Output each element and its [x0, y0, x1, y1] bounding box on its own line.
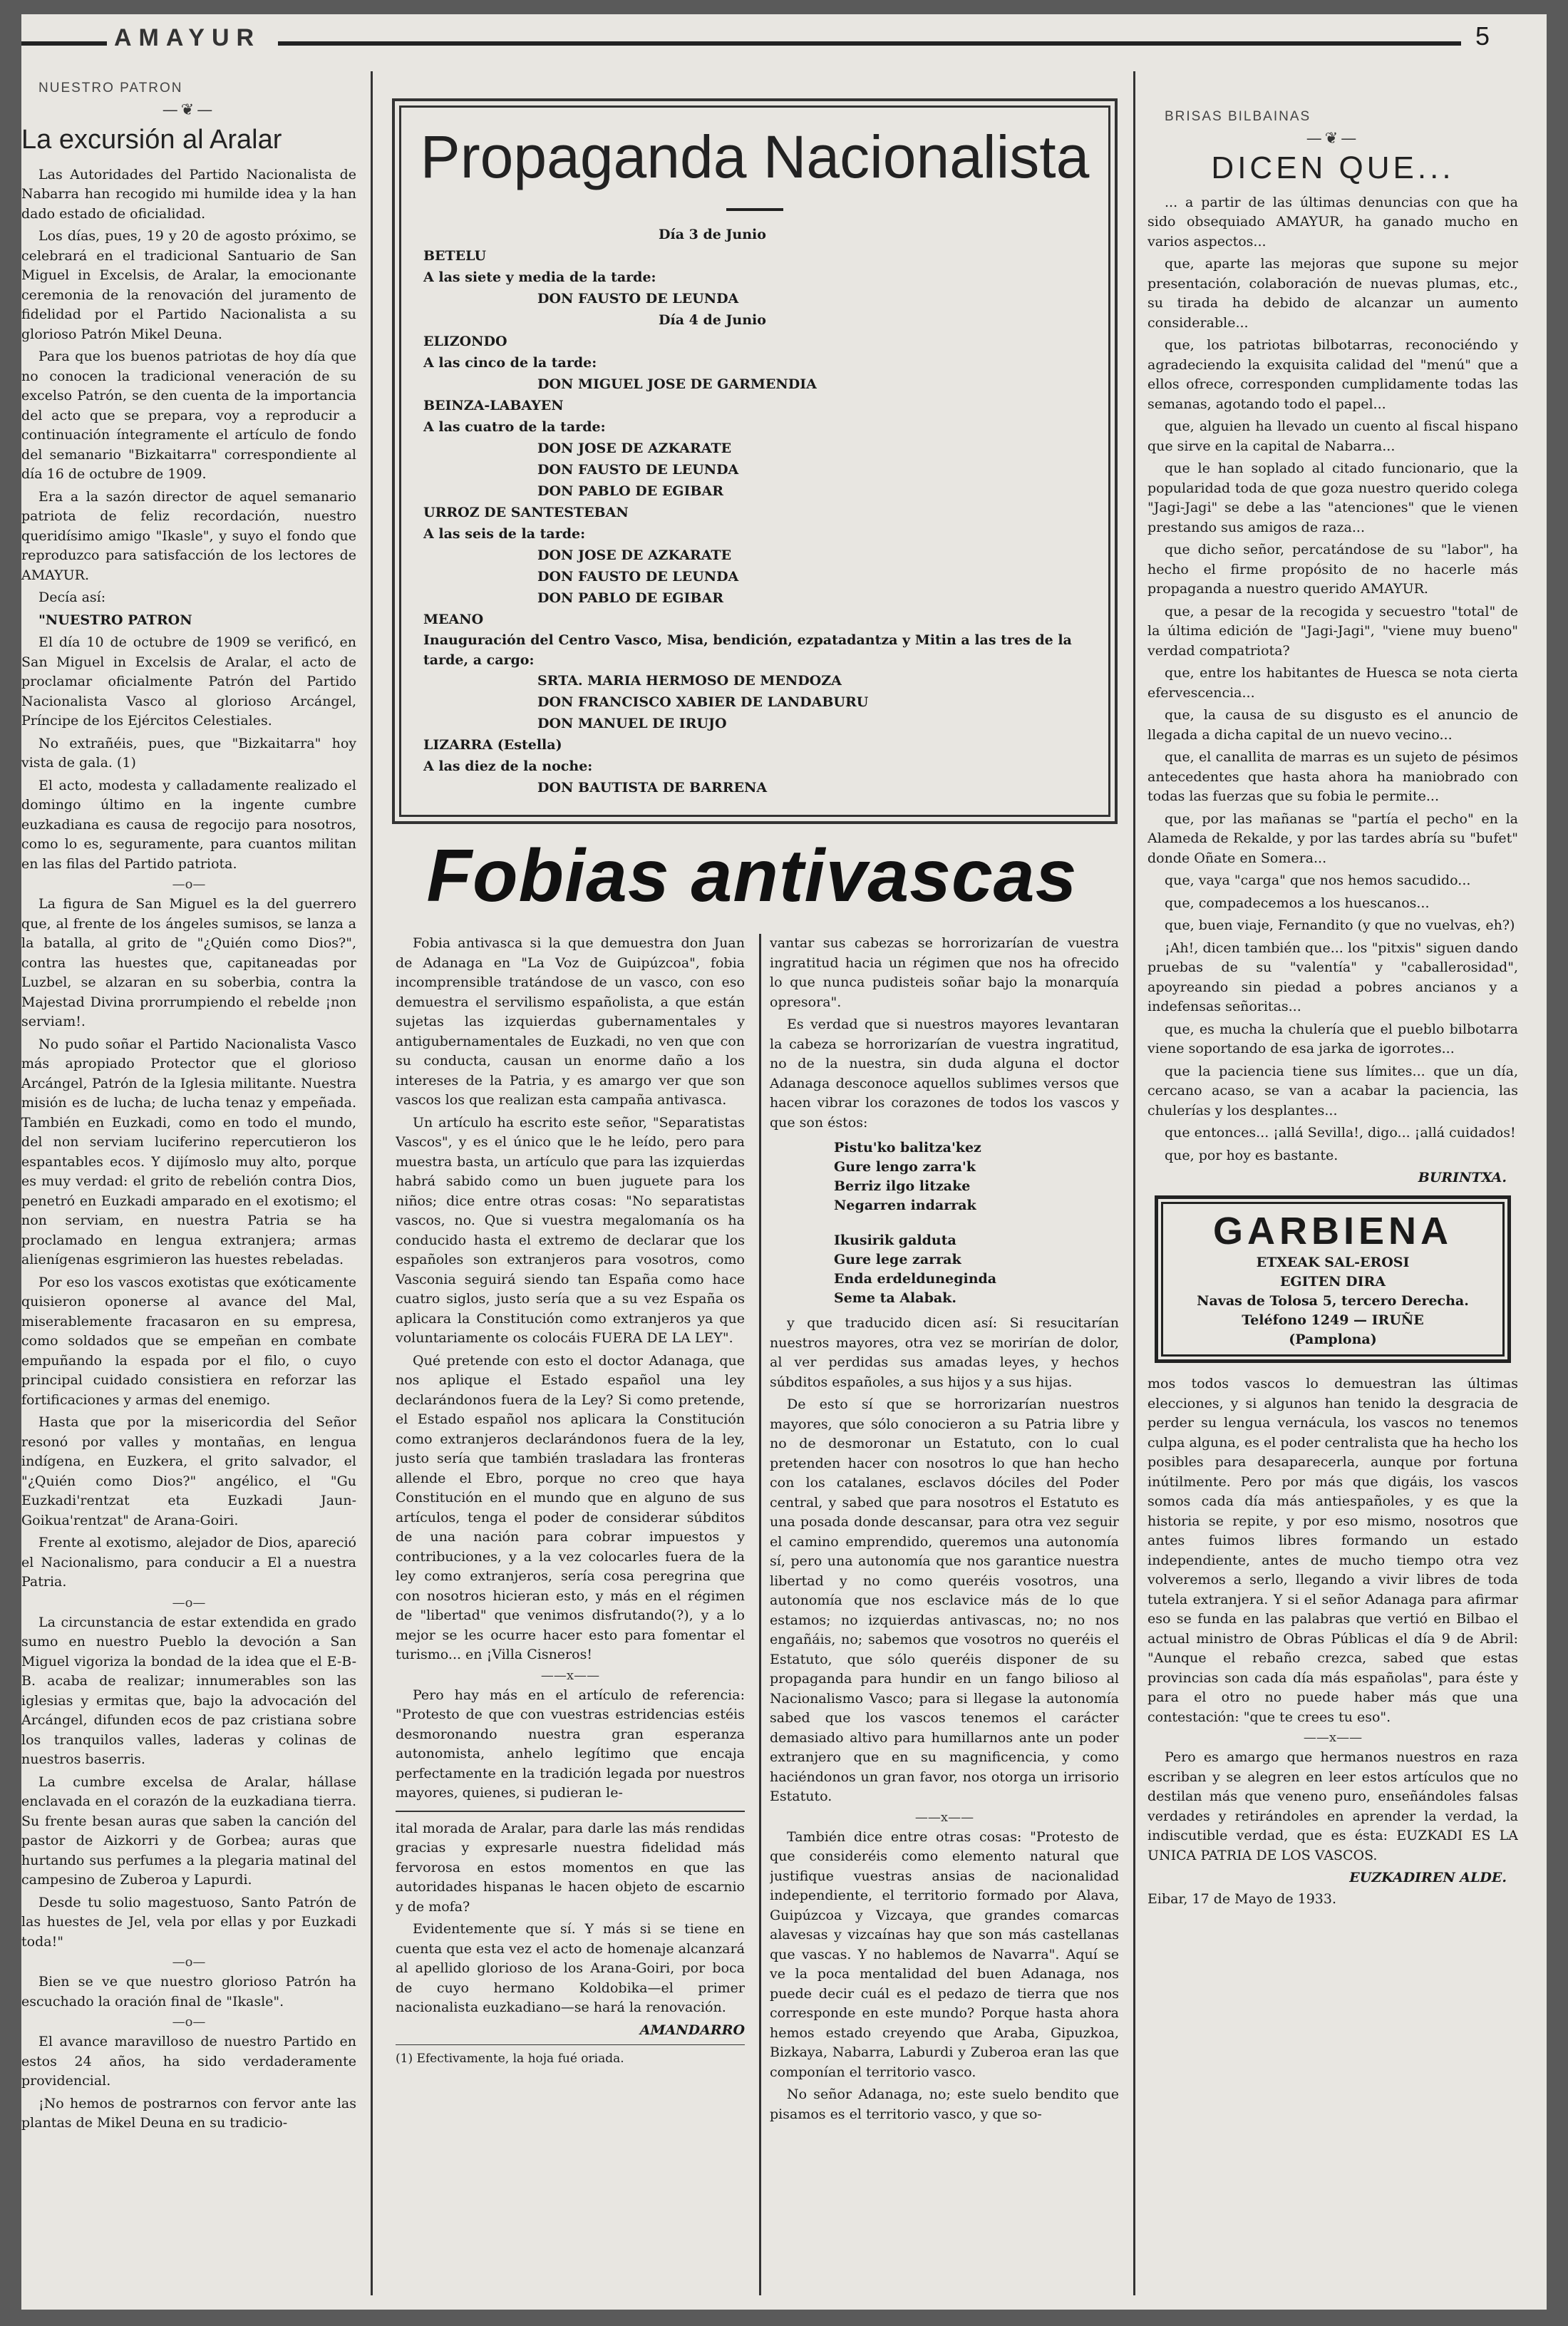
paragraph: Pero es amargo que hermanos nuestros en raza escriban y se alegren en leer estos artículos que no destilan más que veneno puro, enseñándoles falsas verdades y retirándoles en aprender la verdad, la indiscutible verdad, que es ésta: EUZKADI ES LA UNICA PATRIA DE LOS VASCOS.: [1147, 1749, 1518, 1863]
paragraph: Para que los buenos patriotas de hoy día que no conocen la tradicional veneración de su excelso Patrón, se den cuenta de la importancia del acto que se prepara, voy a reproducir a continuación íntegramente el artículo de fondo del semanario "Bizkaitarra" correspondiente al día 16 de octubre de 1909.: [21, 349, 356, 482]
propaganda-line: A las cinco de la tarde:: [423, 355, 597, 371]
article-headline: DICEN QUE...: [1211, 150, 1455, 185]
verse-line: Gure lege zarrak: [834, 1252, 961, 1267]
propaganda-line: A las cuatro de la tarde:: [423, 419, 606, 435]
paragraph: y que traducido dicen así: Si resucitarían nuestros mayores, otra vez se morirían de dolor, al ver perdidas sus amadas leyes, y hechos súbditos españoles, a sus hijos y a sus hijas.: [770, 1315, 1119, 1390]
dicen-que-item: que, es mucha la chulería que el pueblo bilbotarra viene soportando de esa jarka de igorrotes...: [1147, 1021, 1518, 1056]
dicen-que-item: ... a partir de las últimas denuncias con que ha sido obsequiado AMAYUR, ha ganado mucho en varios aspectos...: [1147, 194, 1518, 249]
paragraph: El avance maravilloso de nuestro Partido en estos 24 años, ha sido verdaderamente providencial.: [21, 2034, 356, 2089]
paragraph: Un artículo ha escrito este señor, "Separatistas Vascos", y es el único que le he leído, pero para muestra basta, un artículo que para las izquierdas habrá sabido como un buen juguete para los niños; dice entre otras cosas: "No separatistas vascos, no. Que si vuestra megalomanía os ha conducido hasta el extremo de declarar que los españoles son extranjeros para vosotros, como Vasconia seguirá siendo tan España como hace cuatro siglos, justo sería que a su vez España os aplicara la Constitución como extranjeros ya que voluntariamente os colocáis FUERA DE LA LEY".: [396, 1114, 745, 1346]
paragraph: No pudo soñar el Partido Nacionalista Vasco más apropiado Protector que el glorioso Arcángel, Patrón de la Iglesia militante. Nuestra misión es de lucha; de lucha tenaz y empeñada. También en Euzkadi, como en todo el mundo, del non serviam luciferino repercutieron los espantables ecos. Y dijímoslo muy alto, porque es muy verdad: el grito de rebelión contra Dios, penetró en Euzkadi amparado en el exotismo; el non serviam, en nuestra Patria se ha proclamado en lengua extranjera; armas alienígenas esgrimieron las huestes rebeladas.: [21, 1036, 356, 1267]
paragraph: Frente al exotismo, alejador de Dios, apareció el Nacionalismo, para conducir a El a nuestra Patria.: [21, 1535, 356, 1590]
paragraph: La circunstancia de estar extendida en grado sumo en nuestro Pueblo la devoción a San Miguel vigoriza la bondad de la idea que el E-B-B. acaba de realizar; innumerables son las iglesias y ermitas que, bajo la advocación del Arcángel, difunden ecos de paz cristiana sobre los tranquilos valles, laderas y colinas de nuestros baserris.: [21, 1614, 356, 1767]
paragraph: (1) Efectivamente, la hoja fué oriada.: [396, 2052, 624, 2066]
signature: BURINTXA.: [1418, 1170, 1507, 1185]
article-body: [21, 165, 356, 2134]
propaganda-line: DON BAUTISTA DE BARRENA: [537, 780, 768, 796]
column-divider: [759, 934, 761, 2295]
garbiena-ad: [1155, 1195, 1511, 1363]
verse-line: Berriz ilgo litzake: [834, 1178, 971, 1194]
propaganda-line: DON FRANCISCO XABIER DE LANDABURU: [537, 694, 869, 710]
propaganda-line: DON PABLO DE EGIBAR: [537, 483, 723, 499]
ornament: —❦—: [162, 101, 216, 119]
paragraph: "NUESTRO PATRON: [38, 612, 192, 628]
propaganda-line: DON FAUSTO DE LEUNDA: [537, 462, 739, 478]
fobias-column-2: [770, 934, 1119, 2302]
masthead-rule-left: [21, 41, 107, 46]
propaganda-line: LIZARRA (Estella): [423, 737, 562, 753]
paragraph: Era a la sazón director de aquel semanario patriota de feliz recordación, nuestro queridísimo amigo "Ikasle", y suyo el fondo que reproduzco para satisfacción de los lectores de AMAYUR.: [21, 488, 356, 583]
fobias-headline: Fobias antivascas: [426, 835, 1078, 917]
dicen-que-item: que, vaya "carga" que nos hemos sacudido...: [1165, 873, 1471, 888]
dicen-que-item: que, buen viaje, Fernandito (y que no vuelvas, eh?): [1165, 917, 1515, 933]
signature: EUZKADIREN ALDE.: [1349, 1870, 1507, 1885]
dicen-que-item: que, a pesar de la recogida y secuestro "total" de la última edición de "Jagi-Jagi", "viene muy bueno" verdad compatriota?: [1147, 603, 1518, 659]
ad-line: Navas de Tolosa 5, tercero Derecha. Teléfono 1249 — IRUÑE: [1197, 1293, 1469, 1328]
left-column: [21, 78, 356, 2302]
dicen-que-item: que, por las mañanas se "partía el pecho" en la Alameda de Rekalde, y por las tardes abría su "bufet" donde Oñate en Somera...: [1147, 811, 1518, 866]
masthead-title: AMAYUR: [114, 24, 262, 51]
divider-rule: [396, 1811, 745, 1812]
dicen-que-item: que, entre los habitantes de Huesca se nota cierta efervescencia...: [1147, 665, 1518, 701]
propaganda-line: DON FAUSTO DE LEUNDA: [537, 291, 739, 307]
propaganda-line: DON FAUSTO DE LEUNDA: [537, 569, 739, 585]
dicen-que-item: que le han soplado al citado funcionario, que la popularidad toda de que goza nuestro querido colega "Jagi-Jagi" se debe a las "atenciones" que le vienen prestando sus amigos de raza...: [1147, 460, 1518, 535]
paragraph: Las Autoridades del Partido Nacionalista de Nabarra han recogido mi humilde idea y la han dado estado de oficialidad.: [21, 166, 356, 222]
propaganda-line: URROZ DE SANTESTEBAN: [423, 505, 629, 520]
poem-verses: [834, 1138, 1119, 1308]
paragraph: Decía así:: [38, 590, 106, 605]
dicen-que-item: que, los patriotas bilbotarras, reconociéndo y agradeciendo la exquisita calidad del "menú" que a ellos ofrece, corresponden cumplidamente todas las semanas, agotando todo el papel...: [1147, 337, 1518, 412]
verse-line: Enda erdelduneginda: [834, 1271, 997, 1287]
dicen-que-item: que, por hoy es bastante.: [1165, 1147, 1339, 1163]
separator: —o—: [172, 877, 206, 892]
separator: —o—: [172, 1595, 206, 1610]
verse-line: Ikusirik galduta: [834, 1233, 956, 1248]
propaganda-line: BETELU: [423, 248, 487, 264]
paragraph: La cumbre excelsa de Aralar, hállase enclavada en el corazón de la euzkadiana tierra. Su frente besan auras que saben la canción del pastor de Aizkorri y de Gorbea; auras que hurtando sus perfumes a la plegaria matinal del campesino de Zuberoa y Lapurdi.: [21, 1774, 356, 1888]
separator: ——x——: [1303, 1730, 1363, 1745]
propaganda-line: SRTA. MARIA HERMOSO DE MENDOZA: [537, 673, 842, 689]
column-divider: [1133, 71, 1135, 2295]
title-rule: [726, 208, 783, 211]
newspaper-page: [21, 14, 1547, 2310]
paragraph: Hasta que por la misericordia del Señor resonó por valles y montañas, en lengua indígena, en Euzkera, el grito salvador, el "¿Quién como Dios?" angélico, el "Gu Euzkadi'rentzat eta Euzkadi Jaun-Goikua'rentzat" de Arana-Goiri.: [21, 1414, 356, 1528]
paragraph: De esto sí que se horrorizarían nuestros mayores, que sólo conocieron a su Patria libre y no de desmoronar un Estatuto, con lo cual pretenden hacer con nosotros lo que han hecho con los catalanes, esclavos dóciles del Poder central, y sabed que para nosotros el Estatuto es una posada donde descansar, para otra vez seguir el camino emprendido, queremos una autonomía sí, pero una autonomía que nos garantice nuestra libertad y no como queréis vosotros, una autonomía que nos esclavice más de lo que estamos; no izquierdas antivascas, no; no nos engañáis, no; sabemos que vosotros no queréis el Estatuto, que sólo queréis disponer de su propaganda para hundir en un fango bilioso al Nacionalismo Vasco; para si llegase la autonomía sabed que los vascos tenemos el carácter demasiado altivo para humillarnos ante un poder extranjero que en su magnificencia, y como haciéndonos un gran favor, nos otorga un irrisorio Estatuto.: [770, 1396, 1119, 1804]
dicen-que-item: que dicho señor, percatándose de su "labor", ha hecho el firme propósito de no hacerle más propaganda a nuestro querido AMAYUR.: [1147, 542, 1518, 597]
paragraph: Qué pretende con esto el doctor Adanaga, que nos aplique el Estado español una ley declarándonos fuera de la Ley? Si como pretende, el Estado español nos aplicara la Constitución como extranjeros declarándonos fuera de la ley, justo sería que también trasladara las fronteras allende el Ebro, porque no creo que haya Constitución en el mundo que en alguno de sus artículos, tenga el poder de considerar súbditos de una nación para cobrar impuestos y contribuciones, y a la vez colocarles fuera de la ley como extranjeros, sería cosa peregrina que con nosotros hicieran esto, y más en el régimen de "libertad" que venimos disfrutando(?), y a lo mejor se les ocurre hacer esto para fomentar el turismo... en ¡Villa Cisneros!: [396, 1352, 745, 1662]
dicen-que-item: que, el canallita de marras es un sujeto de pésimos antecedentes que hasta ahora ha maniobrado con todas las fuerzas que su fobia le permite...: [1147, 749, 1518, 804]
paragraph: Es verdad que si nuestros mayores levantaran la cabeza se horrorizarían de vuestra ingratitud, no de la nuestra, sin duda alguna el doctor Adanaga desconoce aquellos sublimes versos que hacen vibrar los corazones de todos los vascos y que son éstos:: [770, 1017, 1119, 1131]
paragraph: mos todos vascos lo demuestran las últimas elecciones, y si algunos han tenido la desgracia de perder su lengua vernácula, los vascos no tenemos culpa alguna, es el poder centralista que ha hecho los posibles para desaparecerla, aunque por fortuna inútilmente. Pero por más que digáis, los vascos somos cada día más antiespañoles, y es que la historia se repite, y por eso mismo, nosotros que antes fuimos libres formando un estado independiente, antes de mucho tiempo otra vez volveremos a serlo, llegando a vivir libres de toda tutela extranjera. Y si el señor Adanaga para afirmar eso se funda en las palabras que vertió en Bilbao el actual ministro de Obras Públicas el día 9 de Abril: "Aunque el rebaño crezca, sabed que estas provincias son cada día más españolas", para éste y para el otro no puede haber más que una contestación: "que te crees tu eso".: [1147, 1376, 1518, 1725]
verse-line: Pistu'ko balitza'kez: [834, 1140, 981, 1156]
paragraph: También dice entre otras cosas: "Protesto de que consideréis como elemento natural que justifique vuestras ansias de nacionalidad independiente, el territorio formado por Alava, Guipúzcoa y Vizcaya, que grandes comarcas alavesas y vizcaínas hay que son más castellanas que vascas. Y no hablemos de Navarra". Aquí se ve la poca mentalidad del buen Adanaga, nos puede decir cuál es el pedazo de tierra que nos corresponde en este mundo? Porque hasta ahora hemos estado creyendo que Araba, Gipuzkoa, Bizkaya, Nabarra, Laburdi y Zuberoa eran las que componían el territorio vasco.: [770, 1828, 1119, 2080]
right-column: [1147, 107, 1518, 2302]
paragraph: Fobia antivasca si la que demuestra don Juan de Adanaga en "La Voz de Guipúzcoa", fobia incomprensible tratándose de un vasco, con eso demuestra el servilismo españolista, a que están sujetas las izquierdas gubernamentales y antigubernamentales de Euzkadi, no ven que con su conducta, causan un enorme daño a los intereses de la Patria, y es amargo ver que son vascos los que realizan esta campaña antivasca.: [396, 935, 745, 1108]
ad-title: GARBIENA: [1212, 1210, 1453, 1252]
article-continuation: [1147, 1374, 1518, 1866]
separator: ——x——: [914, 1809, 974, 1825]
paragraph: No señor Adanaga, no; este suelo bendito que pisamos es el territorio vasco, y que so-: [770, 2086, 1119, 2122]
divider-rule: [396, 2044, 745, 2045]
ornament: —❦—: [1306, 129, 1360, 148]
propaganda-line: ELIZONDO: [423, 334, 507, 349]
paragraph: Por eso los vascos exotistas que exóticamente quisieron oponerse al avance del Mal, miserablemente fracasaron en su empresa, como soldados que se empeñan en combate empuñando la espada por el filo, o cuyo principal cuidado consistiera en reforzar las fortificaciones y armas del enemigo.: [21, 1274, 356, 1408]
dicen-que-item: ¡Ah!, dicen también que... los "pitxis" siguen dando pruebas de su "valentía" y "caballerosidad", apoyreando sin piedad a pobres ancianos y a indefensas señoritas...: [1147, 940, 1518, 1014]
dicen-que-item: que, la causa de su disgusto es el anuncio de llegada a dicha capital de un nuevo vecino...: [1147, 707, 1518, 743]
propaganda-line: DON JOSE DE AZKARATE: [537, 441, 732, 456]
propaganda-title: Propaganda Nacionalista: [420, 123, 1090, 190]
propaganda-line: BEINZA-LABAYEN: [423, 398, 564, 413]
separator: —o—: [172, 1955, 206, 1970]
dicen-que-item: que, compadecemos a los huescanos...: [1165, 895, 1430, 911]
propaganda-list: [423, 224, 1086, 798]
masthead: [21, 21, 1547, 64]
dicen-que-item: que la paciencia tiene sus límites... que un día, cercano acaso, se van a acabar la paciencia, las chulerías y los desplantes...: [1147, 1063, 1518, 1118]
masthead-rule: [278, 41, 1461, 46]
paragraph: La figura de San Miguel es la del guerrero que, al frente de los ángeles sumisos, se lanza a la batalla, al grito de "¿Quién como Dios?", contra las huestes que, capitaneadas por Luzbel, se alzaran en su soberbia, contra la Majestad Divina prorrumpiendo el rebelde ¡non serviam!.: [21, 896, 356, 1029]
ad-line: EGITEN DIRA: [1279, 1274, 1386, 1290]
fobias-column-1: [396, 934, 745, 2302]
page-number: 5: [1475, 21, 1490, 51]
dicen-que-item: que, aparte las mejoras que supone su mejor presentación, colaboración de nuevas plumas, etc., su tirada ha debido de alcanzar un aumento considerable...: [1147, 256, 1518, 331]
propaganda-box: [392, 98, 1118, 824]
propaganda-line: Día 4 de Junio: [659, 312, 766, 328]
section-title: BRISAS BILBAINAS: [1165, 109, 1311, 124]
separator: ——x——: [540, 1667, 600, 1683]
paragraph: Los días, pues, 19 y 20 de agosto próximo, se celebrará en el tradicional Santuario de San Miguel in Excelsis, de Aralar, la emocionante ceremonia de la renovación del juramento de fidelidad por el Partido Nacionalista a su glorioso Patrón Mikel Deuna.: [21, 228, 356, 342]
paragraph: Pero hay más en el artículo de referencia: "Protesto de que con vuestras estridencias estéis desmoronando nuestra gran esperanza autonomista, anhelo legítimo que encaja perfectamente en la tradición legada por nuestros mayores, quienes, si pudieran le-: [396, 1687, 745, 1801]
propaganda-line: DON PABLO DE EGIBAR: [537, 590, 723, 606]
dicen-que-item: que entonces... ¡allá Sevilla!, digo... ¡allá cuidados!: [1165, 1125, 1516, 1141]
propaganda-line: A las seis de la tarde:: [423, 526, 586, 542]
propaganda-line: Inauguración del Centro Vasco, Misa, bendición, ezpatadantza y Mitin a las tres de la tarde, a cargo:: [423, 632, 1072, 668]
paragraph: vantar sus cabezas se horrorizarían de vuestra ingratitud hacia un régimen que nos ha ofrecido lo que nunca pudisteis soñar bajo la monarquía opresora".: [770, 935, 1119, 1010]
propaganda-line: DON JOSE DE AZKARATE: [537, 547, 732, 563]
propaganda-line: A las siete y media de la tarde:: [423, 269, 656, 285]
paragraph: El día 10 de octubre de 1909 se verificó, en San Miguel in Excelsis de Aralar, el acto de proclamar oficialmente Patrón del Partido Nacionalista Vasco al glorioso Arcángel, Príncipe de los Ejércitos Celestiales.: [21, 634, 356, 729]
column-divider: [371, 71, 373, 2295]
ad-line: ETXEAK SAL-EROSI: [1256, 1255, 1410, 1270]
paragraph: Desde tu solio magestuoso, Santo Patrón de las huestes de Jel, vela por ellas y por Euzkadi toda!": [21, 1894, 356, 1950]
dicen-que-item: que, alguien ha llevado un cuento al fiscal hispano que sirve en la capital de Nabarra...: [1147, 418, 1518, 454]
ad-line: (Pamplona): [1289, 1332, 1377, 1347]
paragraph: Bien se ve que nuestro glorioso Patrón ha escuchado la oración final de "Ikasle".: [21, 1974, 356, 2009]
propaganda-line: MEANO: [423, 612, 484, 627]
propaganda-line: DON MIGUEL JOSE DE GARMENDIA: [537, 376, 817, 392]
article-headline: La excursión al Aralar: [21, 124, 282, 155]
paragraph: ¡No hemos de postrarnos con fervor ante las plantas de Mikel Deuna en su tradicio-: [21, 2095, 356, 2131]
separator: —o—: [172, 2014, 206, 2029]
dateline: Eibar, 17 de Mayo de 1933.: [1147, 1891, 1337, 1907]
section-title: NUESTRO PATRON: [38, 81, 183, 96]
propaganda-line: Día 3 de Junio: [659, 227, 766, 242]
paragraph: El acto, modesta y calladamente realizado el domingo último en la ingente cumbre euzkadiana es causa de regocijo para nosotros, como lo es, seguramente, para cuantos militan en las filas del Partido patriota.: [21, 777, 356, 872]
paragraph: ital morada de Aralar, para darle las más rendidas gracias y expresarle nuestra fidelidad más fervorosa en estos momentos en que las autoridades hispanas le hacen objeto de escarnio y de mofa?: [396, 1820, 745, 1915]
verse-line: Negarren indarrak: [834, 1198, 976, 1213]
paragraph: Evidentemente que sí. Y más si se tiene en cuenta que esta vez el acto de homenaje alcanzará al apellido glorioso de los Arana-Goiri, por boca de cuyo hermano Koldobika—el primer nacionalista euzkadiano—se hará la renovación.: [396, 1921, 745, 2015]
verse-line: Gure lengo zarra'k: [834, 1159, 976, 1175]
propaganda-line: A las diez de la noche:: [423, 758, 593, 774]
ad-lines: [1170, 1253, 1496, 1349]
paragraph: No extrañéis, pues, que "Bizkaitarra" hoy vista de gala. (1): [21, 735, 356, 771]
propaganda-line: DON MANUEL DE IRUJO: [537, 716, 727, 731]
article-body: [1147, 193, 1518, 1166]
verse-line: Seme ta Alabak.: [834, 1290, 956, 1306]
paragraph: AMANDARRO: [639, 2022, 745, 2038]
